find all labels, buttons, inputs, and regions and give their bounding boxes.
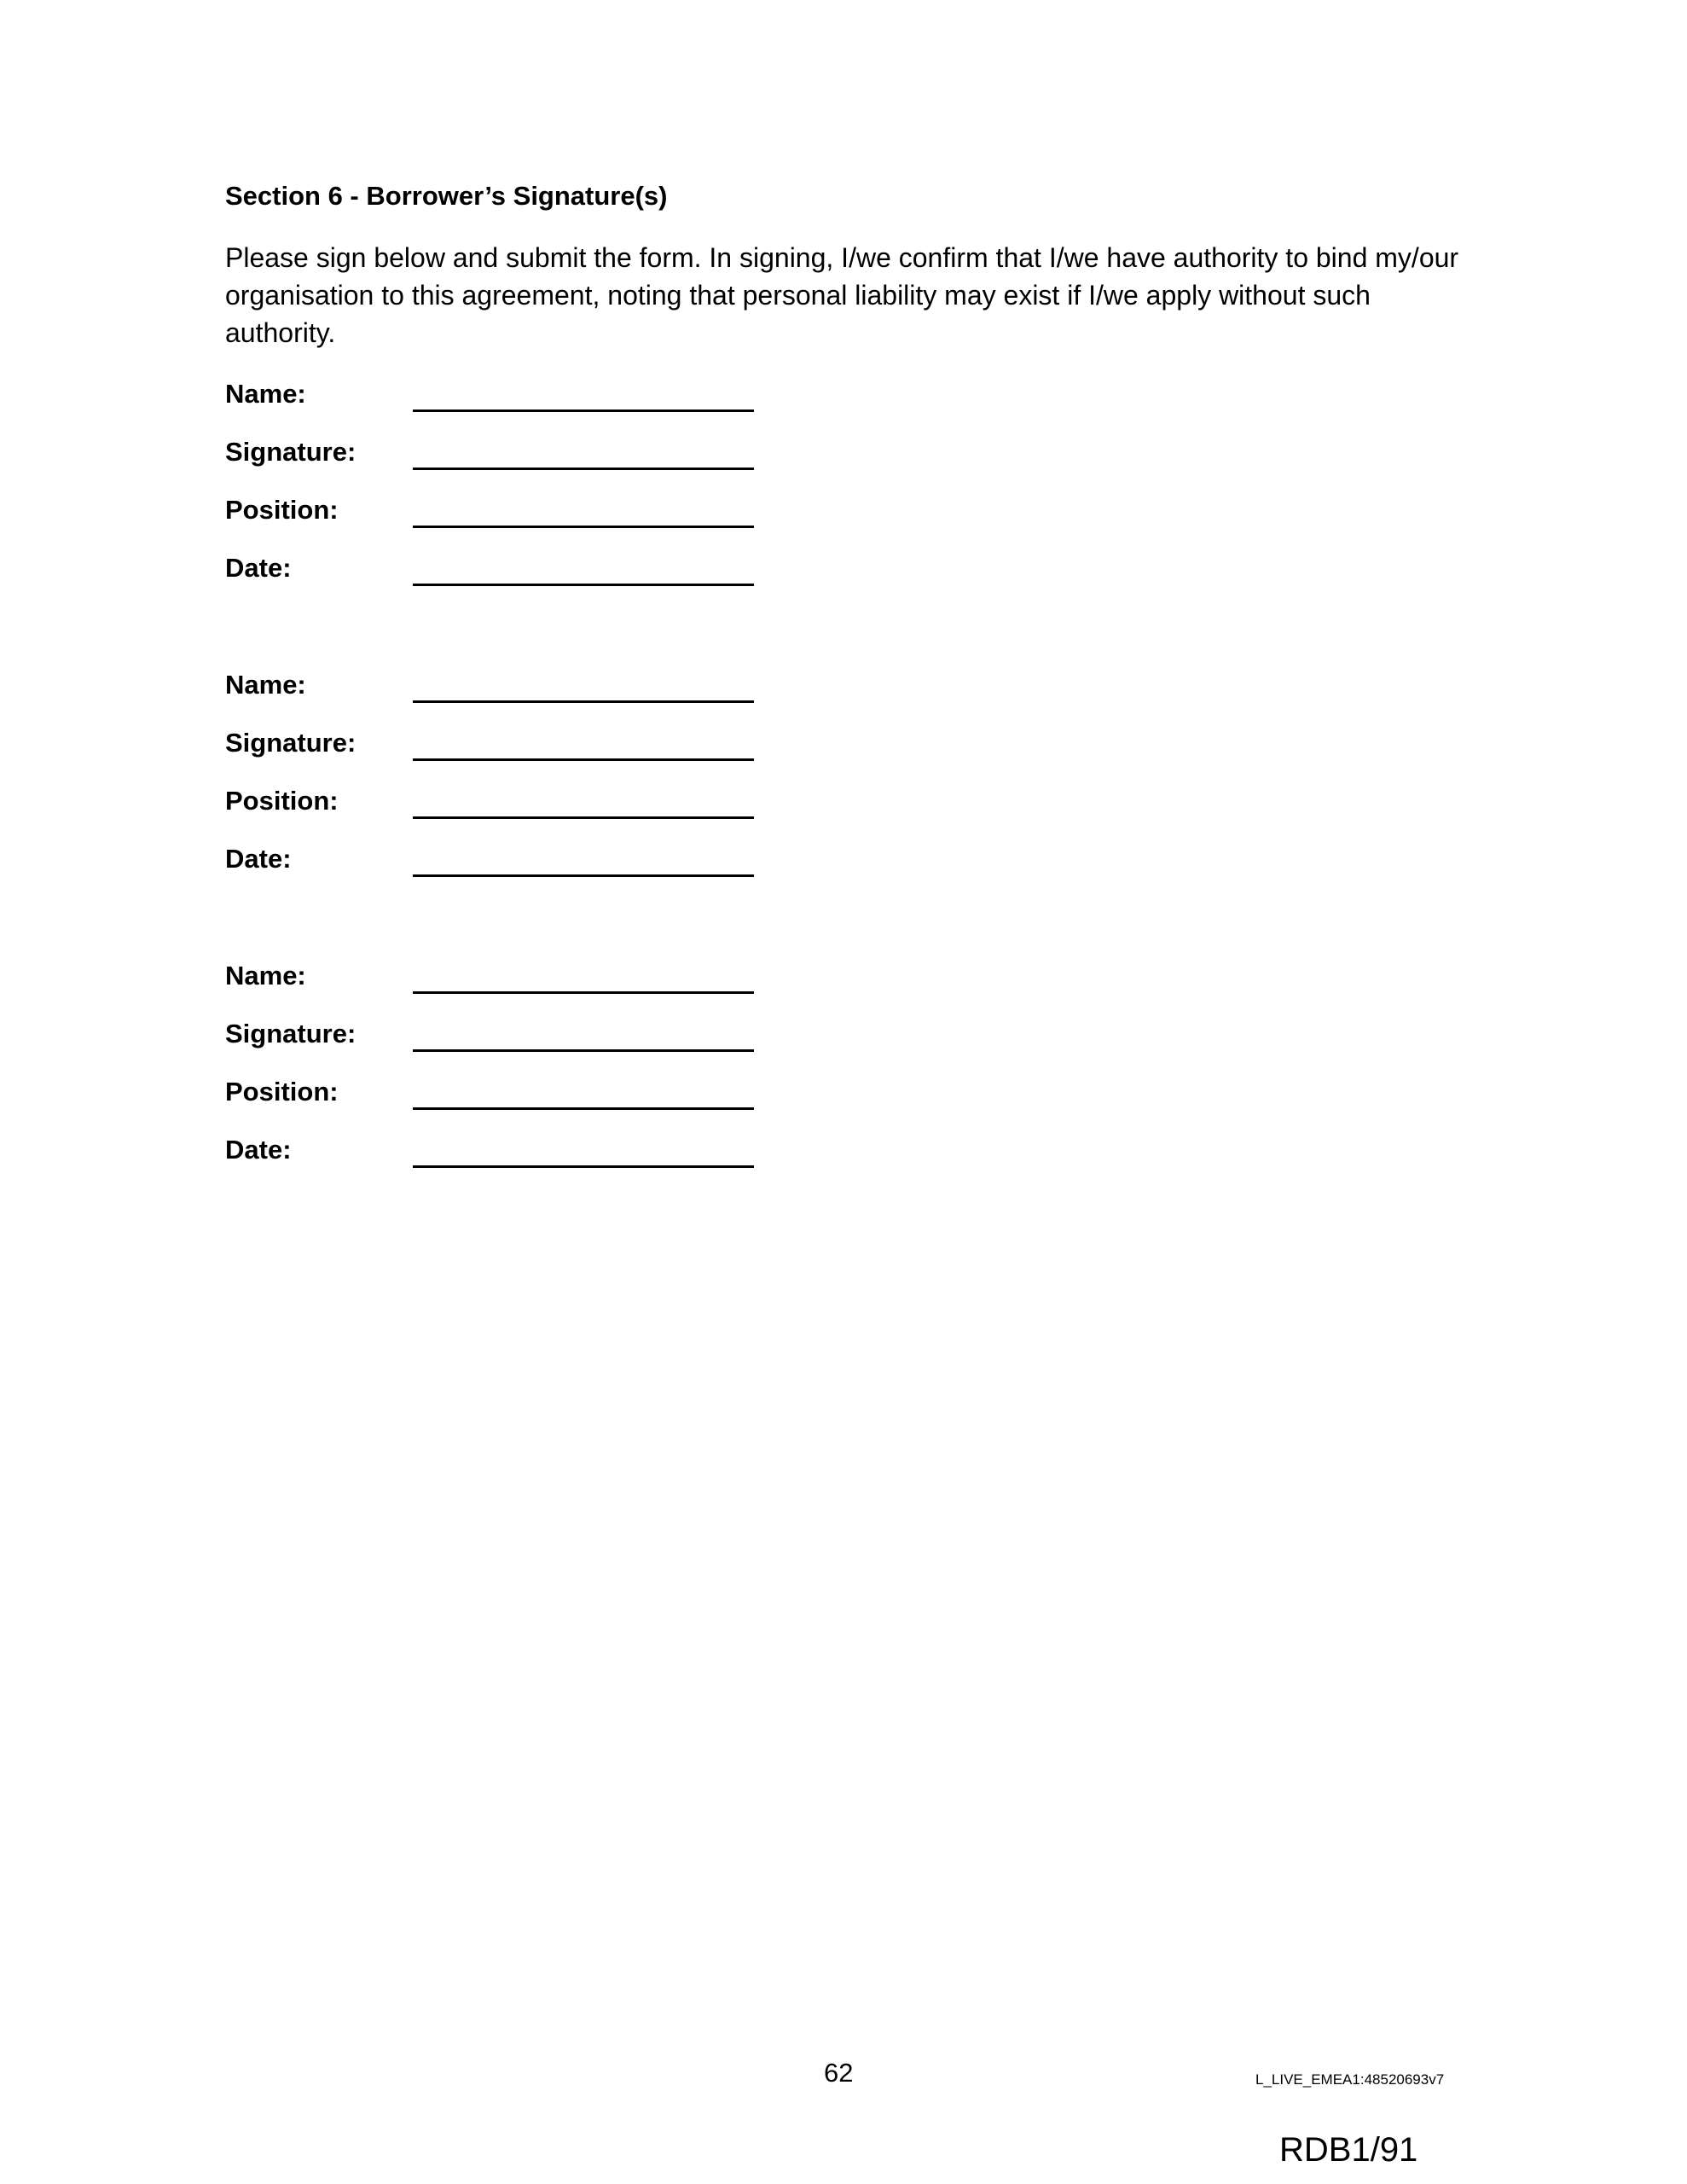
name-label: Name: bbox=[225, 961, 306, 990]
section-title: Section 6 - Borrower’s Signature(s) bbox=[225, 181, 668, 211]
name-field[interactable] bbox=[413, 991, 754, 994]
document-reference: L_LIVE_EMEA1:48520693v7 bbox=[1255, 2071, 1445, 2088]
position-field[interactable] bbox=[413, 526, 754, 528]
page-number: 62 bbox=[824, 2058, 854, 2088]
name-field[interactable] bbox=[413, 410, 754, 412]
date-field[interactable] bbox=[413, 584, 754, 586]
date-field[interactable] bbox=[413, 1165, 754, 1168]
date-label: Date: bbox=[225, 1135, 292, 1165]
signature-label: Signature: bbox=[225, 728, 357, 758]
name-label: Name: bbox=[225, 379, 306, 409]
position-label: Position: bbox=[225, 495, 339, 525]
position-field[interactable] bbox=[413, 816, 754, 819]
intro-paragraph bbox=[225, 239, 1462, 351]
signature-label: Signature: bbox=[225, 1019, 357, 1048]
date-label: Date: bbox=[225, 553, 292, 583]
bundle-stamp: RDB1/91 bbox=[1279, 2131, 1418, 2169]
name-label: Name: bbox=[225, 670, 306, 700]
position-field[interactable] bbox=[413, 1107, 754, 1110]
intro-line: authority. bbox=[225, 317, 336, 348]
signature-field[interactable] bbox=[413, 468, 754, 470]
signature-field[interactable] bbox=[413, 758, 754, 761]
intro-line: Please sign below and submit the form. In signing, I/we confirm that I/we have authority to bind my/our bbox=[225, 242, 1459, 273]
signature-field[interactable] bbox=[413, 1049, 754, 1052]
position-label: Position: bbox=[225, 1077, 339, 1107]
intro-line: organisation to this agreement, noting that personal liability may exist if I/we apply without such bbox=[225, 280, 1371, 311]
date-label: Date: bbox=[225, 844, 292, 874]
name-field[interactable] bbox=[413, 700, 754, 703]
position-label: Position: bbox=[225, 786, 339, 816]
date-field[interactable] bbox=[413, 874, 754, 877]
signature-label: Signature: bbox=[225, 437, 357, 467]
